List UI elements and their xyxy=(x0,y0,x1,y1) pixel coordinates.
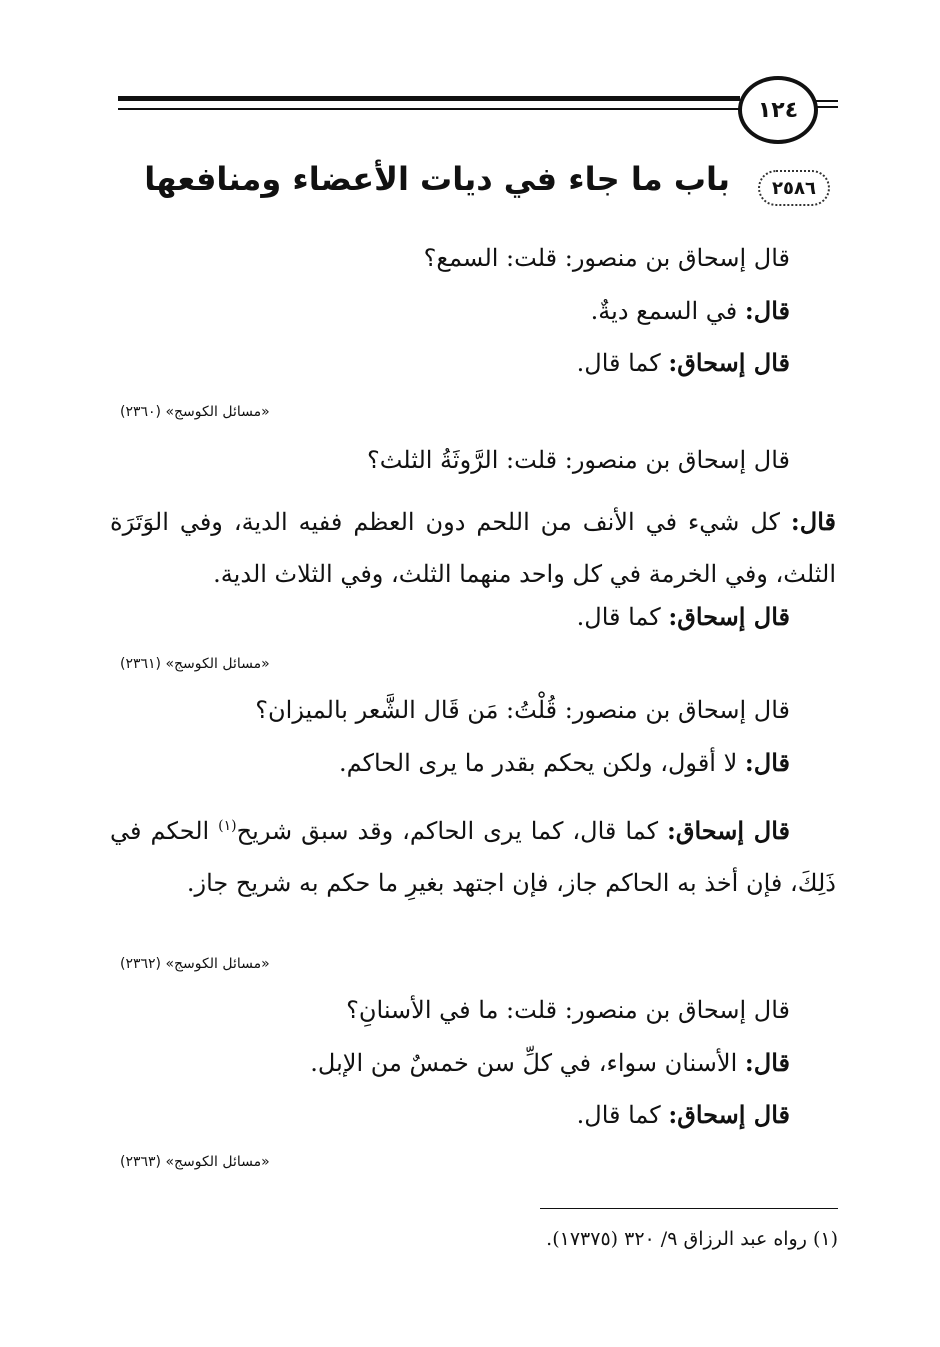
ishaq-line: قال إسحاق: كما قال. xyxy=(576,602,790,631)
source-reference: «مسائل الكوسج» (٢٣٦٠) xyxy=(120,404,270,420)
footnote: (١) رواه عبد الرزاق ٩/ ٣٢٠ (١٧٣٧٥). xyxy=(546,1228,838,1250)
header-rule-top xyxy=(118,96,740,101)
chapter-title: باب ما جاء في ديات الأعضاء ومنافعها xyxy=(144,160,730,198)
footnote-marker: (١) xyxy=(218,818,237,834)
source-reference: «مسائل الكوسج» (٢٣٦١) xyxy=(120,656,270,672)
question-line: قال إسحاق بن منصور: قُلْتُ: مَن قَال الشَّعر بالميزان؟ xyxy=(255,696,790,724)
ishaq-line: قال إسحاق: كما قال. xyxy=(576,348,790,377)
question-line: قال إسحاق بن منصور: قلت: الرَّوثَةُ الثلث؟ xyxy=(366,446,790,474)
question-line: قال إسحاق بن منصور: قلت: السمع؟ xyxy=(423,244,790,272)
page-number: ١٢٤ xyxy=(757,97,799,123)
answer-line: قال: لا أقول، ولكن يحكم بقدر ما يرى الحاكم. xyxy=(338,748,790,777)
source-reference: «مسائل الكوسج» (٢٣٦٢) xyxy=(120,956,270,972)
ishaq-line: قال إسحاق: كما قال. xyxy=(576,1100,790,1129)
footnote-divider xyxy=(540,1208,838,1209)
page-number-badge xyxy=(738,76,818,144)
answer-line: قال: في السمع ديةٌ. xyxy=(590,296,790,325)
header-rule-bottom xyxy=(118,108,740,110)
answer-paragraph: قال: كل شيء في الأنف من اللحم دون العظم ففيه الدية، وفي الوَتَرَة الثلث، وفي الخرمة في كل واحد منهما الثلث، وفي الثلاث الدية. xyxy=(110,507,836,588)
chapter-number: ٢٥٨٦ xyxy=(772,177,816,199)
source-reference: «مسائل الكوسج» (٢٣٦٣) xyxy=(120,1154,270,1170)
question-line: قال إسحاق بن منصور: قلت: ما في الأسنانِ؟ xyxy=(346,996,790,1024)
answer-line: قال: الأسنان سواء، في كلِّ سن خمسٌ من الإبل. xyxy=(310,1048,790,1077)
chapter-number-badge xyxy=(758,170,830,206)
ishaq-paragraph: قال إسحاق: كما قال، كما يرى الحاكم، وقد سبق شريح$^{(١)}$ الحكم في ذَلِكَ، فإن أخذ به الحاكم جاز، فإن اجتهد بغيرِ ما حكم به شريح جاز. xyxy=(110,816,836,897)
